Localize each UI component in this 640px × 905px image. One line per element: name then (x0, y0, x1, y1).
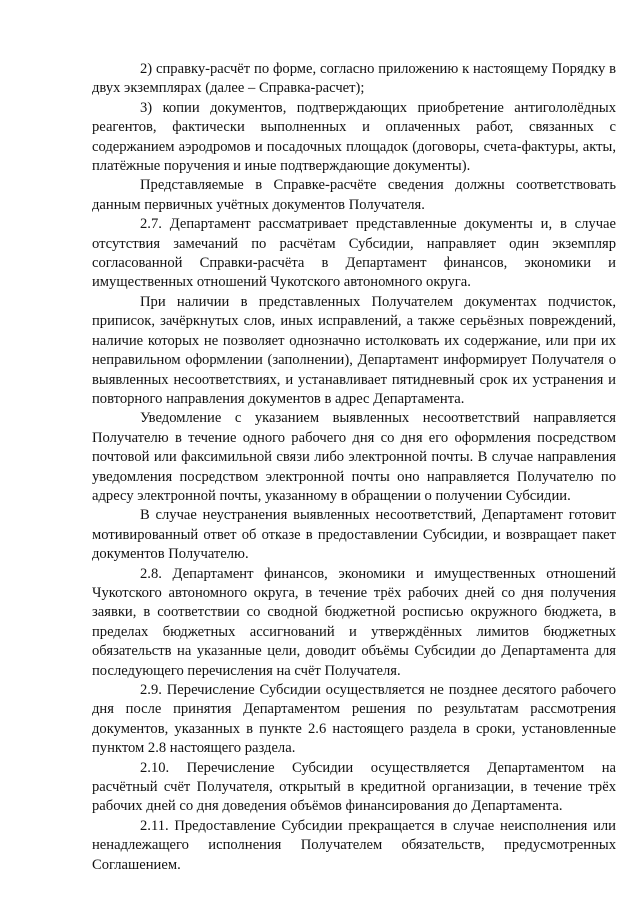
paragraph-notification: Уведомление с указанием выявленных несоответствий направляется Получателю в течение одного рабочего дня со дня его оформления посредством почтовой или факсимильной связи либо электронной почты. В случае направления уведомления посредством электронной почты оно направляется Получателю по адресу электронной почты, указанному в обращении о получении Субсидии. (92, 410, 616, 504)
paragraph-2-8: 2.8. Департамент финансов, экономики и имущественных отношений Чукотского автономного округа, в течение трёх рабочих дней со дня получения заявки, в соответствии со сводной бюджетной росписью окружного бюджета, в пределах бюджетных ассигнований и утверждённых лимитов бюджетных обязательств на указанные цели, доводит объёмы Субсидии до Департамента для последующего перечисления на счёт Получателя. (92, 565, 616, 679)
paragraph-data-consistency: Представляемые в Справке-расчёте сведения должны соответствовать данным первичных учётных документов Получателя. (92, 177, 616, 213)
paragraph-refusal: В случае неустранения выявленных несоответствий, Департамент готовит мотивированный ответ об отказе в предоставлении Субсидии, и возвращает пакет документов Получателю. (92, 507, 616, 563)
paragraph-item-3-copies: 3) копии документов, подтверждающих приобретение антигололёдных реагентов, фактически выполненных и оплаченных работ, связанных с содержанием аэродромов и посадочных площадок (договоры, счета-фактуры, акты, платёжные поручения и иные подтверждающие документы). (92, 99, 616, 175)
document-page (92, 60, 616, 875)
paragraph-2-7: 2.7. Департамент рассматривает представленные документы и, в случае отсутствия замечаний по расчётам Субсидии, направляет один экземпляр согласованной Справки-расчёта в Департамент финансов, экономики и имущественных отношений Чукотского автономного округа. (92, 216, 616, 291)
paragraph-2-10: 2.10. Перечисление Субсидии осуществляется Департаментом на расчётный счёт Получателя, открытый в кредитной организации, в течение трёх рабочих дней со дня доведения объёмов финансирования до Департамента. (92, 759, 616, 815)
paragraph-corrections: При наличии в представленных Получателем документах подчисток, приписок, зачёркнутых слов, иных исправлений, а также серьёзных повреждений, наличие которых не позволяет однозначно истолковать их содержание, или при их неправильном оформлении (заполнении), Департамент информирует Получателя о выявленных несоответствиях, и устанавливает пятидневный срок их устранения и повторного направления документов в адрес Департамента. (92, 293, 616, 407)
paragraph-item-2-reference: 2) справку-расчёт по форме, согласно приложению к настоящему Порядку в двух экземплярах (далее – Справка-расчет); (92, 61, 616, 97)
paragraph-2-11: 2.11. Предоставление Субсидии прекращается в случае неисполнения или ненадлежащего исполнения Получателем обязательств, предусмотренных Соглашением. (92, 817, 616, 873)
paragraph-2-9: 2.9. Перечисление Субсидии осуществляется не позднее десятого рабочего дня после принятия Департаментом решения по результатам рассмотрения документов, указанных в пункте 2.6 настоящего раздела в сроки, установленные пунктом 2.8 настоящего раздела. (92, 682, 616, 757)
